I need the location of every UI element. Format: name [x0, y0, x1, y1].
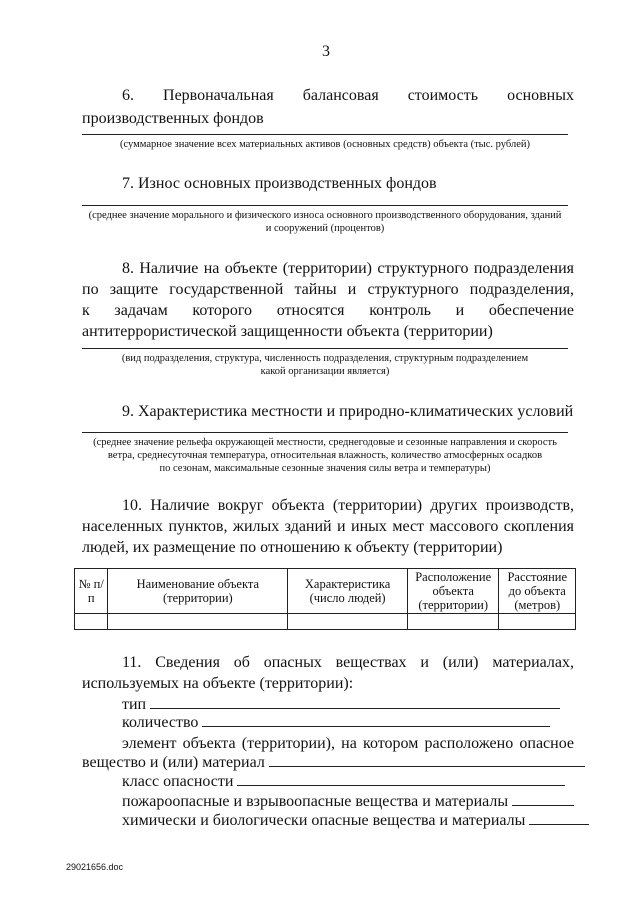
s8-caption-1: (вид подразделения, структура, численность подразделения, структурным подразделением — [121, 353, 529, 364]
table-cell[interactable] — [499, 614, 576, 630]
header-object-name: Наименование объекта (территории) — [108, 569, 288, 614]
s8-caption-2: какой организации является) — [260, 366, 390, 377]
s9-caption-3: по сезонам, максимальные сезонные значения силы ветра и температуры) — [159, 463, 491, 474]
type-label: тип — [122, 696, 147, 713]
s8-line1: 8. Наличие на объекте (территории) структурного подразделения — [122, 260, 574, 277]
table-cell[interactable] — [288, 614, 408, 630]
s8-line3: к задачам которого относятся контроль и обеспечение — [82, 302, 574, 319]
table-header-row — [75, 569, 576, 614]
class-row — [122, 771, 565, 792]
surroundings-table — [74, 568, 576, 630]
quantity-field[interactable] — [202, 712, 550, 727]
fire-field[interactable] — [512, 791, 574, 806]
class-label: класс опасности — [122, 773, 234, 790]
s8-line2: по защите государственной тайны и структурного подразделения, — [82, 281, 574, 298]
s9-caption-1: (среднее значение рельефа окружающей местности, среднегодовые и сезонные направления и скорость — [93, 437, 557, 448]
element-field[interactable] — [269, 752, 585, 767]
s7-caption-1: (среднее значение морального и физического износа основного производственного оборудования, зданий — [88, 210, 562, 221]
header-location: Расположение объекта (территории) — [407, 569, 499, 614]
s10-line2: населенных пунктов, жилых зданий и иных мест массового скопления — [82, 518, 574, 535]
table-cell[interactable] — [407, 614, 499, 630]
s11-line1: 11. Сведения об опасных веществах и (или) материалах, — [122, 654, 574, 671]
element-row — [82, 752, 585, 773]
s8-line4: антитеррористической защищенности объекта (территории) — [82, 323, 493, 340]
table-cell[interactable] — [108, 614, 288, 630]
chem-row — [122, 810, 589, 831]
header-characteristic: Характеристика (число людей) — [288, 569, 408, 614]
fire-label: пожароопасные и взрывоопасные вещества и материалы — [122, 793, 509, 810]
element-label: вещество и (или) материал — [82, 754, 265, 771]
element-line1: элемент объекта (территории), на котором расположено опасное — [122, 735, 574, 752]
quantity-row — [122, 712, 550, 733]
s9-title: 9. Характеристика местности и природно-климатических условий — [122, 403, 574, 420]
s7-title: 7. Износ основных производственных фондов — [122, 175, 437, 192]
s7-fill-line — [82, 205, 568, 206]
header-distance: Расстояние до объекта (метров) — [499, 569, 576, 614]
header-number: № п/п — [75, 569, 108, 614]
class-field[interactable] — [237, 771, 565, 786]
footer-filename: 29021656.doc — [66, 862, 124, 872]
chem-label: химически и биологически опасные вещества и материалы — [122, 812, 526, 829]
s8-fill-line — [82, 348, 568, 349]
s11-line2: используемых на объекте (территории): — [82, 675, 354, 692]
page-number: 3 — [322, 43, 330, 60]
table-row — [75, 614, 576, 630]
s10-line1: 10. Наличие вокруг объекта (территории) других производств, — [122, 497, 574, 514]
chem-field[interactable] — [529, 810, 589, 825]
fire-row — [122, 791, 574, 812]
quantity-label: количество — [122, 714, 199, 731]
type-field[interactable] — [150, 694, 560, 709]
s6-caption: (суммарное значение всех материальных активов (основных средств) объекта (тыс. рублей) — [120, 139, 530, 150]
s7-caption-2: и сооружений (процентов) — [265, 223, 385, 234]
s9-fill-line — [82, 432, 568, 433]
s6-line1: 6. Первоначальная балансовая стоимость основных — [122, 87, 574, 104]
table-cell[interactable] — [75, 614, 108, 630]
s6-line2: производственных фондов — [82, 110, 264, 127]
s6-fill-line — [82, 134, 568, 135]
s9-caption-2: ветра, среднесуточная температура, относительная влажность, количество атмосферных осадков — [107, 450, 543, 461]
s10-line3: людей, их размещение по отношению к объекту (территории) — [82, 539, 503, 556]
